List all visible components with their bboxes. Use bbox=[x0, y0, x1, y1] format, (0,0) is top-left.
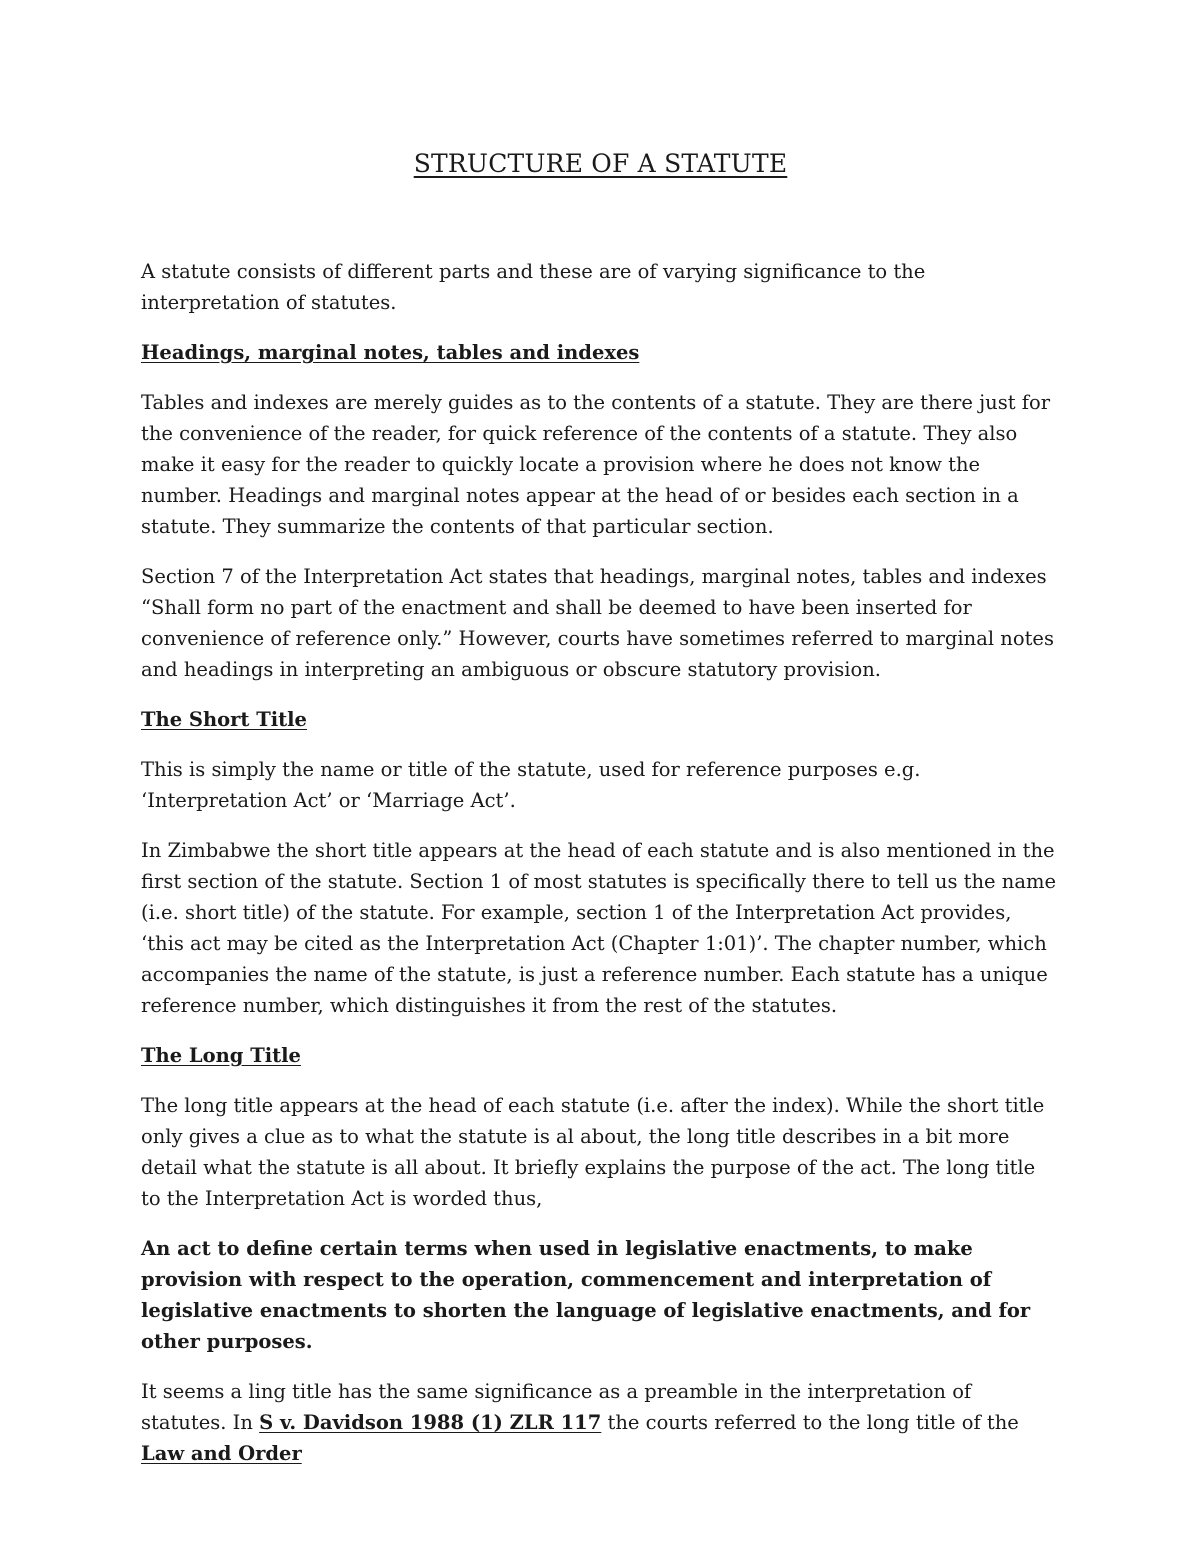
section-heading-short-title: The Short Title bbox=[141, 708, 307, 731]
document-title: STRUCTURE OF A STATUTE bbox=[413, 149, 788, 178]
paragraph-short-title-definition: This is simply the name or title of the statute, used for reference purposes e.g. ‘Interpretation Act’ or ‘Marriage Act’. bbox=[141, 758, 921, 812]
section-heading-long-title: The Long Title bbox=[141, 1044, 301, 1067]
paragraph-section-7: Section 7 of the Interpretation Act states that headings, marginal notes, tables and indexes “Shall form no part of the enactment and shall be deemed to have been inserted for convenience of reference only.” However, courts have sometimes referred to marginal notes and headings in interpreting an ambiguous or obscure statutory provision. bbox=[141, 565, 1054, 681]
act-reference: Law and Order bbox=[141, 1442, 302, 1465]
intro-paragraph: A statute consists of different parts and these are of varying significance to the interpretation of statutes. bbox=[141, 260, 926, 314]
long-title-quote: An act to define certain terms when used in legislative enactments, to make provision with respect to the operation, commencement and interpretation of legislative enactments to shorten the language of legislative enactments, and for other purposes. bbox=[141, 1237, 1031, 1353]
section-heading-headings: Headings, marginal notes, tables and indexes bbox=[141, 341, 640, 364]
paragraph-long-title-definition: The long title appears at the head of each statute (i.e. after the index). While the short title only gives a clue as to what the statute is al about, the long title describes in a bit more detail what the statute is all about. It briefly explains the purpose of the act. The long title to the Interpretation Act is worded thus, bbox=[141, 1094, 1045, 1210]
paragraph-tables-indexes: Tables and indexes are merely guides as to the contents of a statute. They are there just for the convenience of the reader, for quick reference of the contents of a statute. They also make it easy for the reader to quickly locate a provision where he does not know the number. Headings and marginal notes appear at the head of or besides each section in a statute. They summarize the contents of that particular section. bbox=[141, 391, 1051, 538]
significance-text-middle: the courts referred to the long title of the bbox=[601, 1411, 1019, 1434]
case-reference: S v. Davidson 1988 (1) ZLR 117 bbox=[259, 1411, 602, 1434]
paragraph-long-title-significance bbox=[141, 1376, 1060, 1469]
significance-text-start: It seems a ling title has the same significance as a preamble in the interpretation of statutes. In bbox=[141, 1380, 972, 1434]
paragraph-short-title-zimbabwe: In Zimbabwe the short title appears at the head of each statute and is also mentioned in the first section of the statute. Section 1 of most statutes is specifically there to tell us the name (i.e. short title) of the statute. For example, section 1 of the Interpretation Act provides, ‘this act may be cited as the Interpretation Act (Chapter 1:01)’. The chapter number, which accompanies the name of the statute, is just a reference number. Each statute has a unique reference number, which distinguishes it from the rest of the statutes. bbox=[141, 839, 1057, 1017]
